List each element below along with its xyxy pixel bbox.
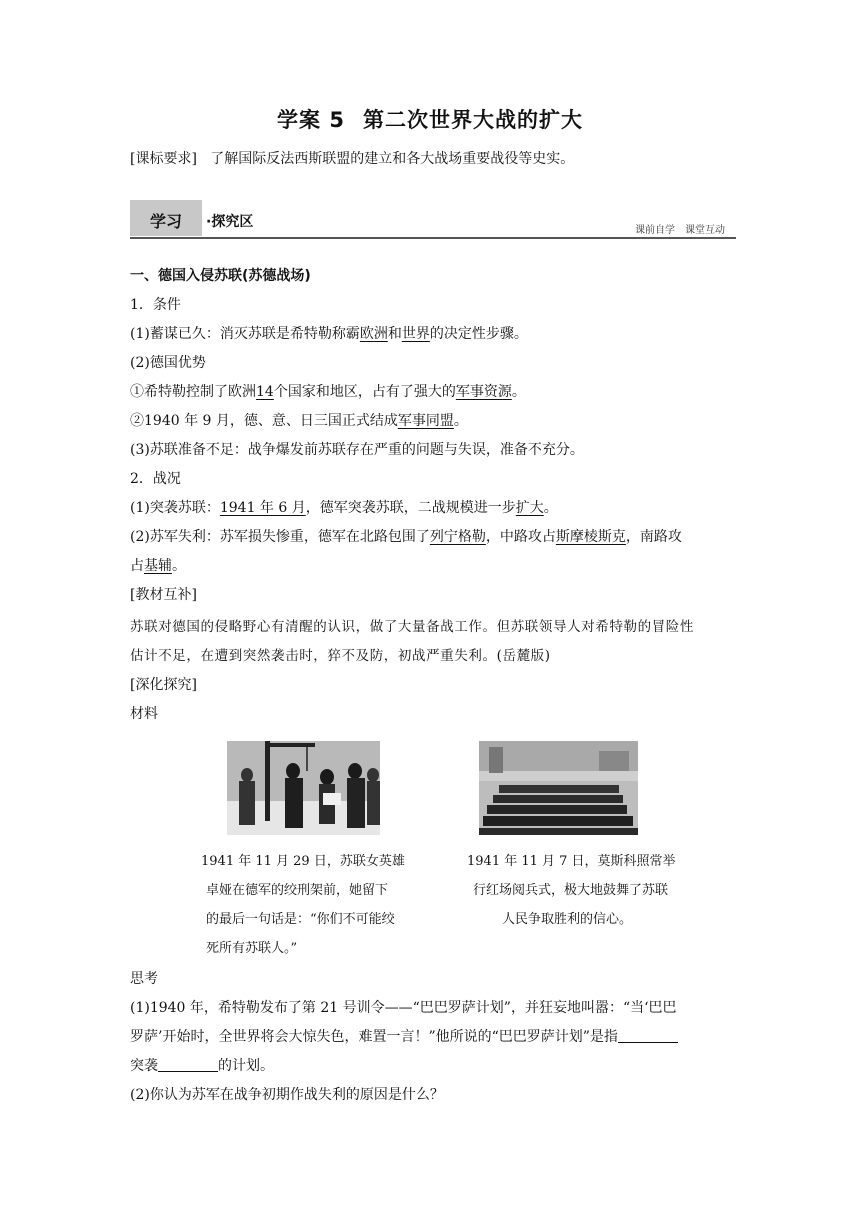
condition-2b: ②1940 年 9 月，德、意、日三国正式结成军事同盟。 <box>130 413 468 429</box>
banner-tags: 课前自学 课堂互动 <box>635 225 725 236</box>
answer-date: 1941 年 6 月 <box>219 500 306 516</box>
question-1-line-1: (1)1940 年，希特勒发布了第 21 号训令——“巴巴罗萨计划”，并狂妄地叫嚣：“当‘巴巴 <box>130 1000 677 1016</box>
war-2-cont: 占基辅。 <box>130 558 186 574</box>
banner-rule <box>130 237 736 239</box>
caption-left-2: 卓娅在德军的绞刑架前，她留下 <box>206 883 389 898</box>
think-heading: 思考 <box>130 971 158 987</box>
supplement-tag: [教材互补] <box>130 587 197 603</box>
material-label: 材料 <box>130 706 158 722</box>
answer-europe: 欧洲 <box>359 326 388 342</box>
caption-left-3: 的最后一句话是：“你们不可能绞 <box>206 912 395 927</box>
requirement-tag: [课标要求] <box>130 151 197 167</box>
supplement-line-2: 估计不足，在遭到突然袭击时，猝不及防，初战严重失利。(岳麓版) <box>130 648 551 664</box>
lesson-number: 学案 5 <box>277 108 345 132</box>
lesson-title: 第二次世界大战的扩大 <box>362 108 583 132</box>
caption-left-4: 死所有苏联人。” <box>206 941 298 956</box>
section-heading: 一、德国入侵苏联(苏德战场) <box>130 268 311 284</box>
war-heading: 2．战况 <box>130 471 181 487</box>
war-2: (2)苏军失利：苏军损失惨重，德军在北路包围了列宁格勒，中路攻占斯摩棱斯克，南路攻 <box>130 529 682 545</box>
page-title <box>0 104 860 134</box>
answer-world: 世界 <box>401 326 430 342</box>
caption-right-1: 1941 年 11 月 7 日，莫斯科照常举 <box>467 854 676 869</box>
requirement-text: 了解国际反法西斯联盟的建立和各大战场重要战役等史实。 <box>210 151 575 167</box>
caption-right-2: 行红场阅兵式，极大地鼓舞了苏联 <box>473 883 669 898</box>
banner-title: 学习 <box>150 212 183 231</box>
answer-expand: 扩大 <box>515 500 544 516</box>
answer-kiev: 基辅 <box>144 558 172 574</box>
war-1: (1)突袭苏联：1941 年 6 月，德军突袭苏联，二战规模进一步扩大。 <box>130 500 558 516</box>
caption-right-3: 人民争取胜利的信心。 <box>502 912 633 927</box>
condition-1: (1)蓄谋已久：消灭苏联是希特勒称霸欧洲和世界的决定性步骤。 <box>130 326 528 342</box>
photo-red-square-parade <box>479 741 638 835</box>
answer-military-resources: 军事资源 <box>455 384 512 400</box>
question-1-line-3: 突袭 的计划。 <box>130 1058 274 1074</box>
answer-14: 14 <box>256 384 274 400</box>
question-1-line-2: 罗萨’开始时，全世界将会大惊失色，难置一言！”他所说的“巴巴罗萨计划”是指 <box>130 1027 678 1047</box>
explore-tag: [深化探究] <box>130 677 197 693</box>
caption-left-1: 1941 年 11 月 29 日，苏联女英雄 <box>201 854 405 869</box>
question-2: (2)你认为苏军在战争初期作战失利的原因是什么？ <box>130 1087 444 1103</box>
answer-blank-2[interactable] <box>158 1057 218 1072</box>
conditions-heading: 1．条件 <box>130 297 181 313</box>
condition-3: (3)苏联准备不足：战争爆发前苏联存在严重的问题与失误，准备不充分。 <box>130 442 584 458</box>
answer-blank-1[interactable] <box>618 1028 678 1043</box>
curriculum-requirement <box>130 149 574 169</box>
banner-subtitle: ·探究区 <box>206 214 254 230</box>
answer-military-alliance: 军事同盟 <box>397 413 454 429</box>
answer-smolensk: 斯摩棱斯克 <box>555 529 626 545</box>
supplement-line-1: 苏联对德国的侵略野心有清醒的认识，做了大量备战工作。但苏联领导人对希特勒的冒险性 <box>130 619 694 635</box>
photo-zoya-execution <box>227 741 380 835</box>
condition-2a: ①希特勒控制了欧洲14个国家和地区，占有了强大的军事资源。 <box>130 384 526 400</box>
condition-2: (2)德国优势 <box>130 355 206 371</box>
answer-leningrad: 列宁格勒 <box>429 529 486 545</box>
